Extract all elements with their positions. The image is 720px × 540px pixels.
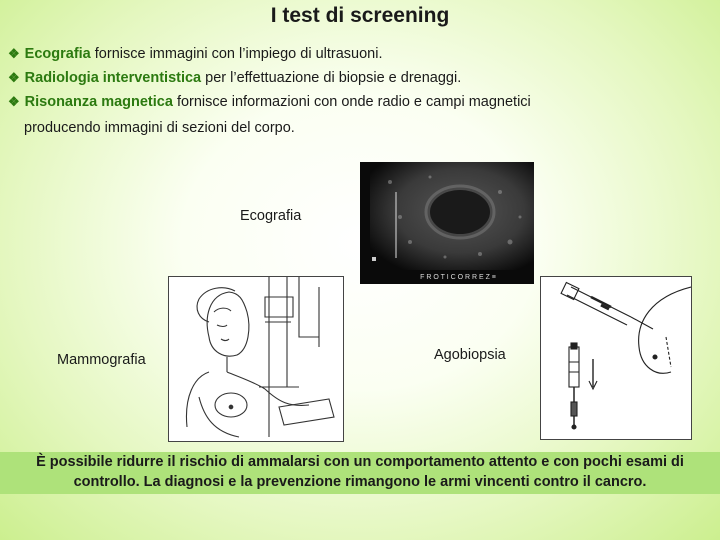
- bullet-text: fornisce immagini con l’impiego di ultrasuoni.: [90, 46, 383, 62]
- ultrasound-image: [360, 162, 534, 284]
- diamond-bullet-icon: ❖: [8, 94, 20, 109]
- bullet-term: Ecografia: [24, 46, 91, 62]
- ecografia-label: Ecografia: [240, 208, 302, 224]
- bullet-term: Risonanza magnetica: [24, 94, 173, 110]
- mammografia-label: Mammografia: [57, 352, 146, 368]
- bullet-radiologia: [8, 66, 708, 90]
- bullet-risonanza: [8, 90, 708, 114]
- bullet-list: [8, 42, 708, 114]
- footer-banner: [0, 452, 720, 494]
- biopsy-illustration: [540, 276, 692, 440]
- mammography-illustration: [168, 276, 344, 442]
- ultrasound-scale-text: F R O T I C O R R E Z ≡: [420, 274, 496, 281]
- page-title: I test di screening: [270, 4, 450, 27]
- diamond-bullet-icon: ❖: [8, 46, 20, 61]
- bullet-term: Radiologia interventistica: [24, 70, 202, 86]
- agobiopsia-label: Agobiopsia: [434, 347, 506, 363]
- bullet-text: fornisce informazioni con onde radio e campi magnetici: [172, 94, 531, 110]
- footer-text: È possibile ridurre il rischio di ammalarsi con un comportamento attento e con pochi esami di controllo. La diagnosi e la prevenzione rimangono le armi vincenti contro il cancro.: [36, 454, 684, 490]
- bullet-text: per l’effettuazione di biopsie e drenaggi.: [201, 70, 462, 86]
- diamond-bullet-icon: ❖: [8, 70, 20, 85]
- bullet-ecografia: [8, 42, 708, 66]
- bullet-continuation: producendo immagini di sezioni del corpo.: [24, 120, 295, 136]
